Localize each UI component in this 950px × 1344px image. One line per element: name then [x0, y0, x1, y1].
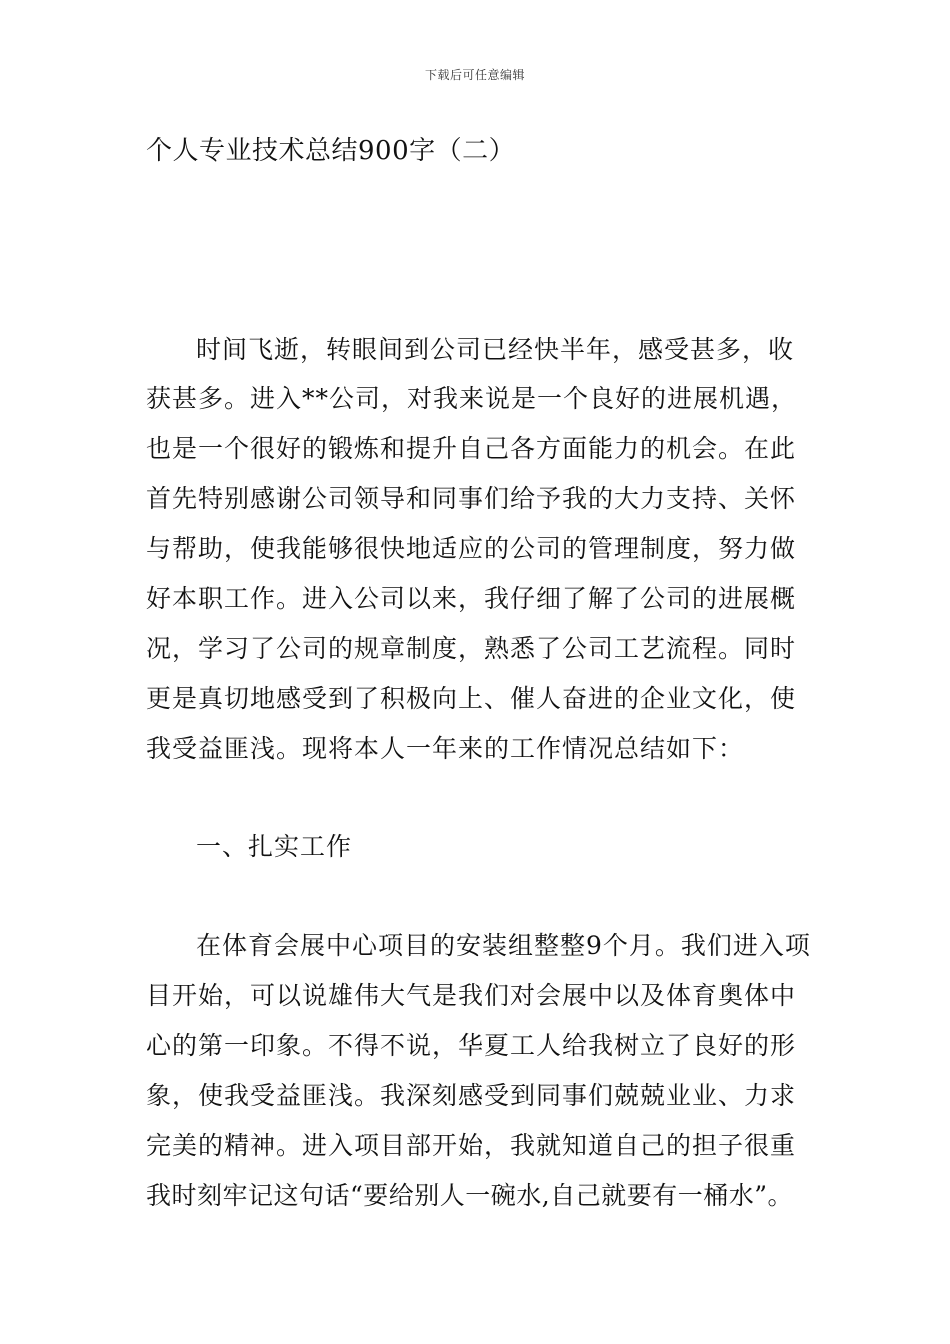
paragraph-line: 与帮助，使我能够很快地适应的公司的管理制度，努力做 — [146, 534, 797, 563]
paragraph-line: 我受益匪浅。现将本人一年来的工作情况总结如下： — [146, 734, 745, 763]
paragraph-line: 目开始，可以说雄伟大气是我们对会展中以及体育奥体中 — [146, 981, 797, 1010]
paragraph-line: 在体育会展中心项目的安装组整整9个月。我们进入项 — [196, 931, 811, 960]
paragraph-line: 首先特别感谢公司领导和同事们给予我的大力支持、关怀 — [146, 484, 797, 513]
paragraph-line: 获甚多。进入**公司，对我来说是一个良好的进展机遇， — [146, 384, 798, 413]
paragraph-line: 更是真切地感受到了积极向上、催人奋进的企业文化，使 — [146, 684, 797, 713]
paragraph-line: 况，学习了公司的规章制度，熟悉了公司工艺流程。同时 — [146, 634, 797, 663]
paragraph-line: 也是一个很好的锻炼和提升自己各方面能力的机会。在此 — [146, 434, 797, 463]
paragraph-line: 心的第一印象。不得不说，华夏工人给我树立了良好的形 — [146, 1031, 797, 1060]
paragraph-line: 好本职工作。进入公司以来，我仔细了解了公司的进展概 — [146, 584, 797, 613]
paragraph-line: 象，使我受益匪浅。我深刻感受到同事们兢兢业业、力求 — [146, 1081, 797, 1110]
header-note: 下载后可任意编辑 — [424, 68, 525, 82]
paragraph-line: 完美的精神。进入项目部开始，我就知道自己的担子很重 — [146, 1131, 797, 1160]
document-title: 个人专业技术总结900字（二） — [146, 136, 516, 166]
paragraph-line: 我时刻牢记这句话“要给别人一碗水,自己就要有一桶水”。 — [146, 1181, 794, 1210]
paragraph-line: 时间飞逝，转眼间到公司已经快半年，感受甚多，收 — [196, 335, 795, 364]
section-heading: 一、扎实工作 — [196, 832, 353, 861]
